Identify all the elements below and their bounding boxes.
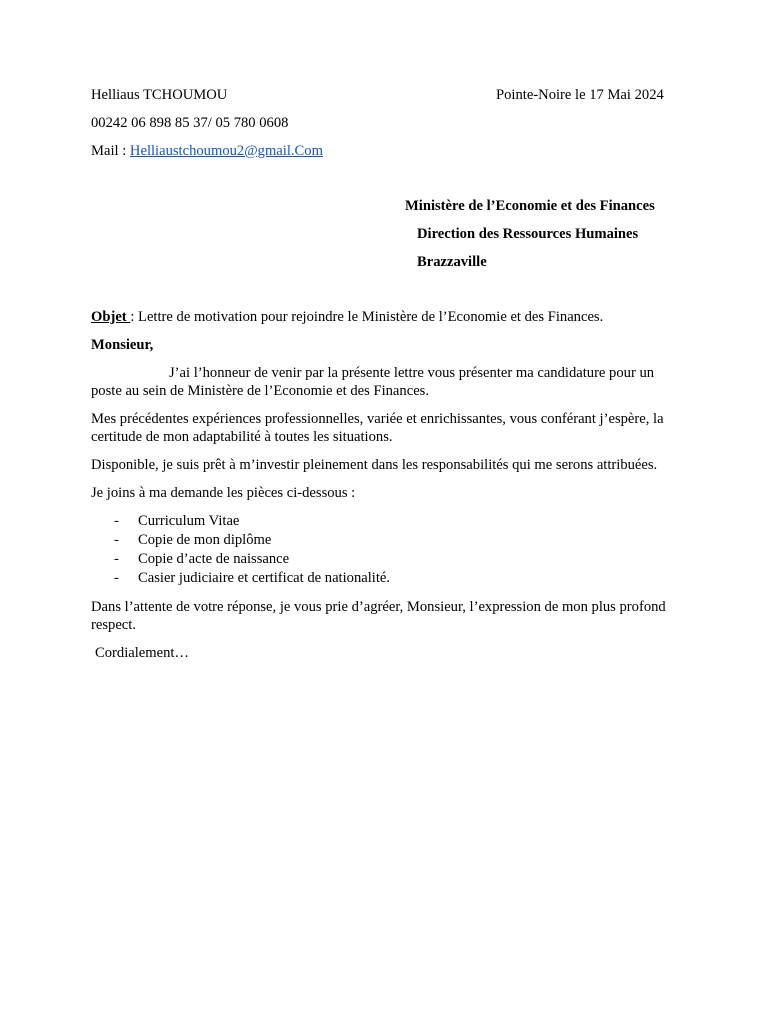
place-and-date: Pointe-Noire le 17 Mai 2024 bbox=[496, 87, 664, 103]
closing-paragraph: Dans l’attente de votre réponse, je vous prie d’agréer, Monsieur, l’expression de mon plus profond respect. bbox=[91, 599, 666, 633]
mail-link[interactable]: Helliaustchoumou2@gmail.Com bbox=[129, 143, 323, 159]
recipient-ministry: Ministère de l’Economie et des Finances bbox=[405, 198, 655, 214]
sender-name: Helliaus TCHOUMOU bbox=[91, 87, 228, 103]
signoff: Cordialement… bbox=[95, 645, 190, 661]
list-item-text: Copie de mon diplôme bbox=[138, 532, 272, 548]
sender-mail-line bbox=[91, 142, 323, 160]
paragraph-experience: Mes précédentes expériences professionnelles, variée et enrichissantes, vous conférant j’espère, la certitude de mon adaptabilité à toutes les situations. bbox=[91, 411, 664, 445]
list-bullet: - bbox=[114, 570, 119, 586]
letter-body bbox=[91, 308, 676, 672]
recipient-department: Direction des Ressources Humaines bbox=[417, 226, 639, 242]
list-bullet: - bbox=[114, 551, 119, 567]
list-item bbox=[91, 512, 676, 531]
list-item bbox=[91, 550, 676, 569]
list-item bbox=[91, 569, 676, 588]
list-item-text: Casier judiciaire et certificat de nationalité. bbox=[138, 570, 391, 586]
recipient-city: Brazzaville bbox=[417, 254, 487, 270]
paragraph-intro: J’ai l’honneur de venir par la présente lettre vous présenter ma candidature pour un poste au sein de Ministère de l’Economie et des Finances. bbox=[91, 365, 655, 399]
salutation: Monsieur, bbox=[91, 337, 154, 353]
list-bullet: - bbox=[114, 532, 119, 548]
list-item bbox=[91, 531, 676, 550]
object-line bbox=[91, 308, 676, 326]
object-text: : Lettre de motivation pour rejoindre le Ministère de l’Economie et des Finances. bbox=[130, 309, 604, 325]
paragraph-availability: Disponible, je suis prêt à m’investir pleinement dans les responsabilités qui me serons attribuées. bbox=[91, 457, 658, 473]
list-item-text: Copie d’acte de naissance bbox=[138, 551, 290, 567]
list-item-text: Curriculum Vitae bbox=[138, 513, 240, 529]
paragraph-attachments-intro: Je joins à ma demande les pièces ci-dessous : bbox=[91, 485, 356, 501]
object-label: Objet bbox=[91, 309, 131, 325]
list-bullet: - bbox=[114, 513, 119, 529]
mail-label: Mail : bbox=[91, 143, 130, 159]
sender-phone: 00242 06 898 85 37/ 05 780 0608 bbox=[91, 115, 289, 131]
attachments-list bbox=[91, 512, 676, 588]
